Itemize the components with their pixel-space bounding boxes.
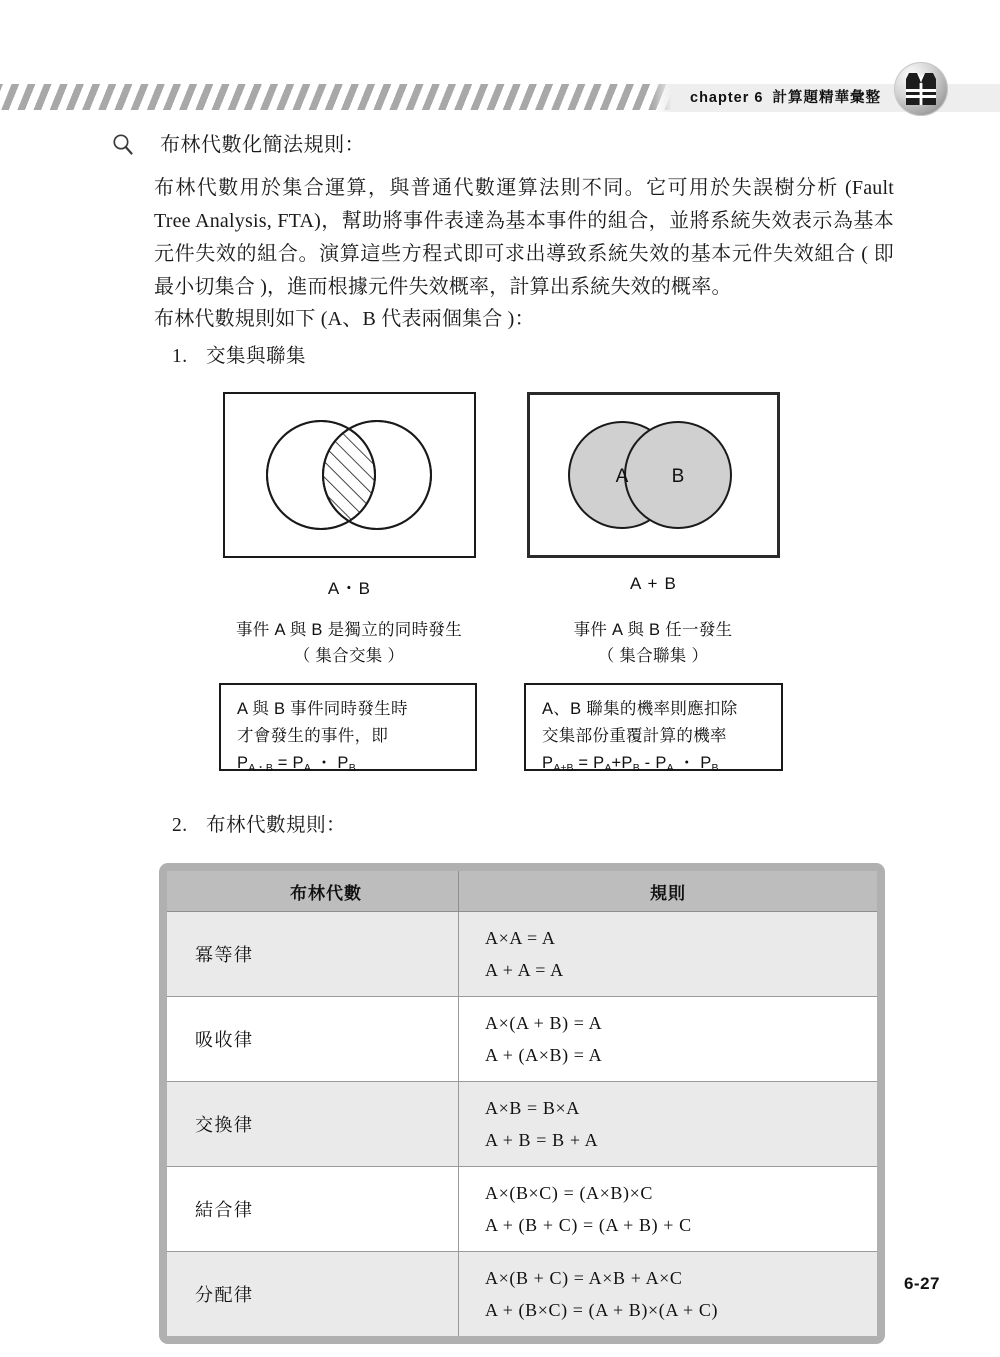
eq-mid: = P bbox=[573, 754, 605, 772]
rule-name: 結合律 bbox=[167, 1167, 459, 1252]
venn-intersection-caption: A・B bbox=[327, 579, 372, 598]
venn-diagram-union bbox=[527, 392, 780, 594]
list-item-2 bbox=[172, 812, 346, 840]
eq-sub-a2: A bbox=[666, 762, 674, 774]
eq-plus: +P bbox=[611, 754, 633, 772]
chapter-title: 計算題精華彙整 bbox=[772, 90, 881, 106]
eq-dot: ・ P bbox=[673, 754, 712, 772]
eq-sub-b1: B bbox=[632, 762, 640, 774]
venn-intersection-desc-line1: 事件 A 與 B 是獨立的同時發生 bbox=[235, 621, 463, 639]
rule-expressions bbox=[459, 997, 878, 1082]
venn-intersection-description bbox=[199, 617, 499, 669]
venn-union-desc-line1: 事件 A 與 B 任一發生 bbox=[573, 621, 733, 639]
list-item-2-label: 布林代數規則： bbox=[206, 815, 347, 836]
eq-sub-b2: B bbox=[711, 762, 719, 774]
venn-intersection-frame bbox=[223, 392, 476, 558]
venn-union-description bbox=[503, 617, 803, 669]
list-item-2-number: 2. bbox=[172, 815, 188, 836]
venn-intersection-svg bbox=[225, 394, 474, 556]
table-row bbox=[167, 912, 877, 997]
rule-line: A + B = B + A bbox=[485, 1130, 599, 1150]
rule-expressions bbox=[459, 1167, 878, 1252]
table-row bbox=[167, 997, 877, 1082]
eq-sub-b: B bbox=[348, 762, 356, 774]
magnifier-icon bbox=[112, 133, 134, 159]
safety-vest-icon bbox=[894, 62, 948, 116]
rule-line: A×(A + B) = A bbox=[485, 1013, 603, 1033]
rules-intro-paragraph: 布林代數規則如下 (A、B 代表兩個集合 )： bbox=[154, 308, 535, 330]
section-heading: 布林代數化簡法規則： bbox=[160, 134, 365, 156]
eq-sub-ab: A・B bbox=[248, 762, 273, 774]
eq-p: P bbox=[542, 754, 554, 772]
eq-sub-apb: A+B bbox=[553, 762, 574, 774]
formula-right-equation bbox=[542, 750, 781, 779]
formula-left-line1: A 與 B 事件同時發生時 bbox=[237, 700, 408, 718]
chapter-breadcrumb bbox=[690, 86, 881, 110]
rule-line: A×B = B×A bbox=[485, 1098, 580, 1118]
rule-expressions bbox=[459, 1082, 878, 1167]
rule-line: A×(B + C) = A×B + A×C bbox=[485, 1268, 683, 1288]
page-number: 6-27 bbox=[903, 1274, 940, 1293]
table-row bbox=[167, 1167, 877, 1252]
formula-left-equation bbox=[237, 750, 475, 779]
rule-line: A×(B×C) = (A×B)×C bbox=[485, 1183, 653, 1203]
intro-paragraph: 布林代數用於集合運算，與普通代數運算法則不同。它可用於失誤樹分析 (Fault Tree Analysis, FTA)，幫助將事件表達為基本事件的組合，並將系統失效表示為基本元件失效的組合。演算這些方程式即可求出導致系統失效的基本元件失效組合 ( 即最小切集合 )，進而根據元件失效概率，計算出系統失效的概率。 bbox=[154, 177, 894, 298]
rule-name: 冪等律 bbox=[167, 912, 459, 997]
boolean-rules-table-frame bbox=[159, 863, 885, 1344]
venn-union-label-a: A bbox=[615, 466, 629, 487]
section-heading-row bbox=[112, 131, 902, 159]
list-item-1-label: 交集與聯集 bbox=[206, 346, 307, 367]
page-header bbox=[0, 0, 1000, 132]
table-header-row bbox=[167, 871, 877, 912]
list-item-1 bbox=[172, 343, 306, 371]
formula-left-line2: 才會發生的事件，即 bbox=[237, 727, 389, 745]
venn-union-frame bbox=[527, 392, 780, 558]
venn-union-caption: A + B bbox=[629, 574, 678, 593]
hazard-stripe-decoration bbox=[0, 84, 672, 112]
table-header-algebra: 布林代數 bbox=[167, 871, 459, 912]
rule-expressions bbox=[459, 912, 878, 997]
eq-mid: = P bbox=[272, 754, 304, 772]
boolean-rules-table bbox=[167, 871, 877, 1336]
table-header-rule: 規則 bbox=[459, 871, 878, 912]
list-item-1-number: 1. bbox=[172, 346, 188, 367]
venn-intersection-desc-line2: （ 集合交集 ） bbox=[293, 647, 405, 665]
eq-sub-a: A bbox=[303, 762, 311, 774]
venn-diagram-intersection bbox=[223, 392, 476, 599]
rule-name: 交換律 bbox=[167, 1082, 459, 1167]
rule-name: 分配律 bbox=[167, 1252, 459, 1337]
rule-line: A + (B×C) = (A + B)×(A + C) bbox=[485, 1300, 719, 1320]
eq-dot: ・ P bbox=[310, 754, 349, 772]
formula-box-intersection bbox=[219, 683, 477, 774]
hazard-stripe-fade bbox=[652, 84, 678, 112]
venn-union-label-b: B bbox=[671, 466, 685, 487]
formula-box-union bbox=[524, 683, 783, 774]
formula-right-line2: 交集部份重覆計算的機率 bbox=[542, 727, 727, 745]
eq-minus: - P bbox=[639, 754, 667, 772]
rule-line: A + (B + C) = (A + B) + C bbox=[485, 1215, 692, 1235]
table-row bbox=[167, 1082, 877, 1167]
venn-union-desc-line2: （ 集合聯集 ） bbox=[597, 647, 709, 665]
eq-p: P bbox=[237, 754, 249, 772]
rule-name: 吸收律 bbox=[167, 997, 459, 1082]
rule-line: A×A = A bbox=[485, 928, 556, 948]
venn-union-svg bbox=[530, 395, 777, 555]
chapter-number: chapter 6 bbox=[690, 90, 764, 106]
formula-right-line1: A、B 聯集的機率則應扣除 bbox=[542, 700, 738, 718]
rule-line: A + (A×B) = A bbox=[485, 1045, 603, 1065]
rule-line: A + A = A bbox=[485, 960, 564, 980]
eq-sub-a1: A bbox=[604, 762, 612, 774]
